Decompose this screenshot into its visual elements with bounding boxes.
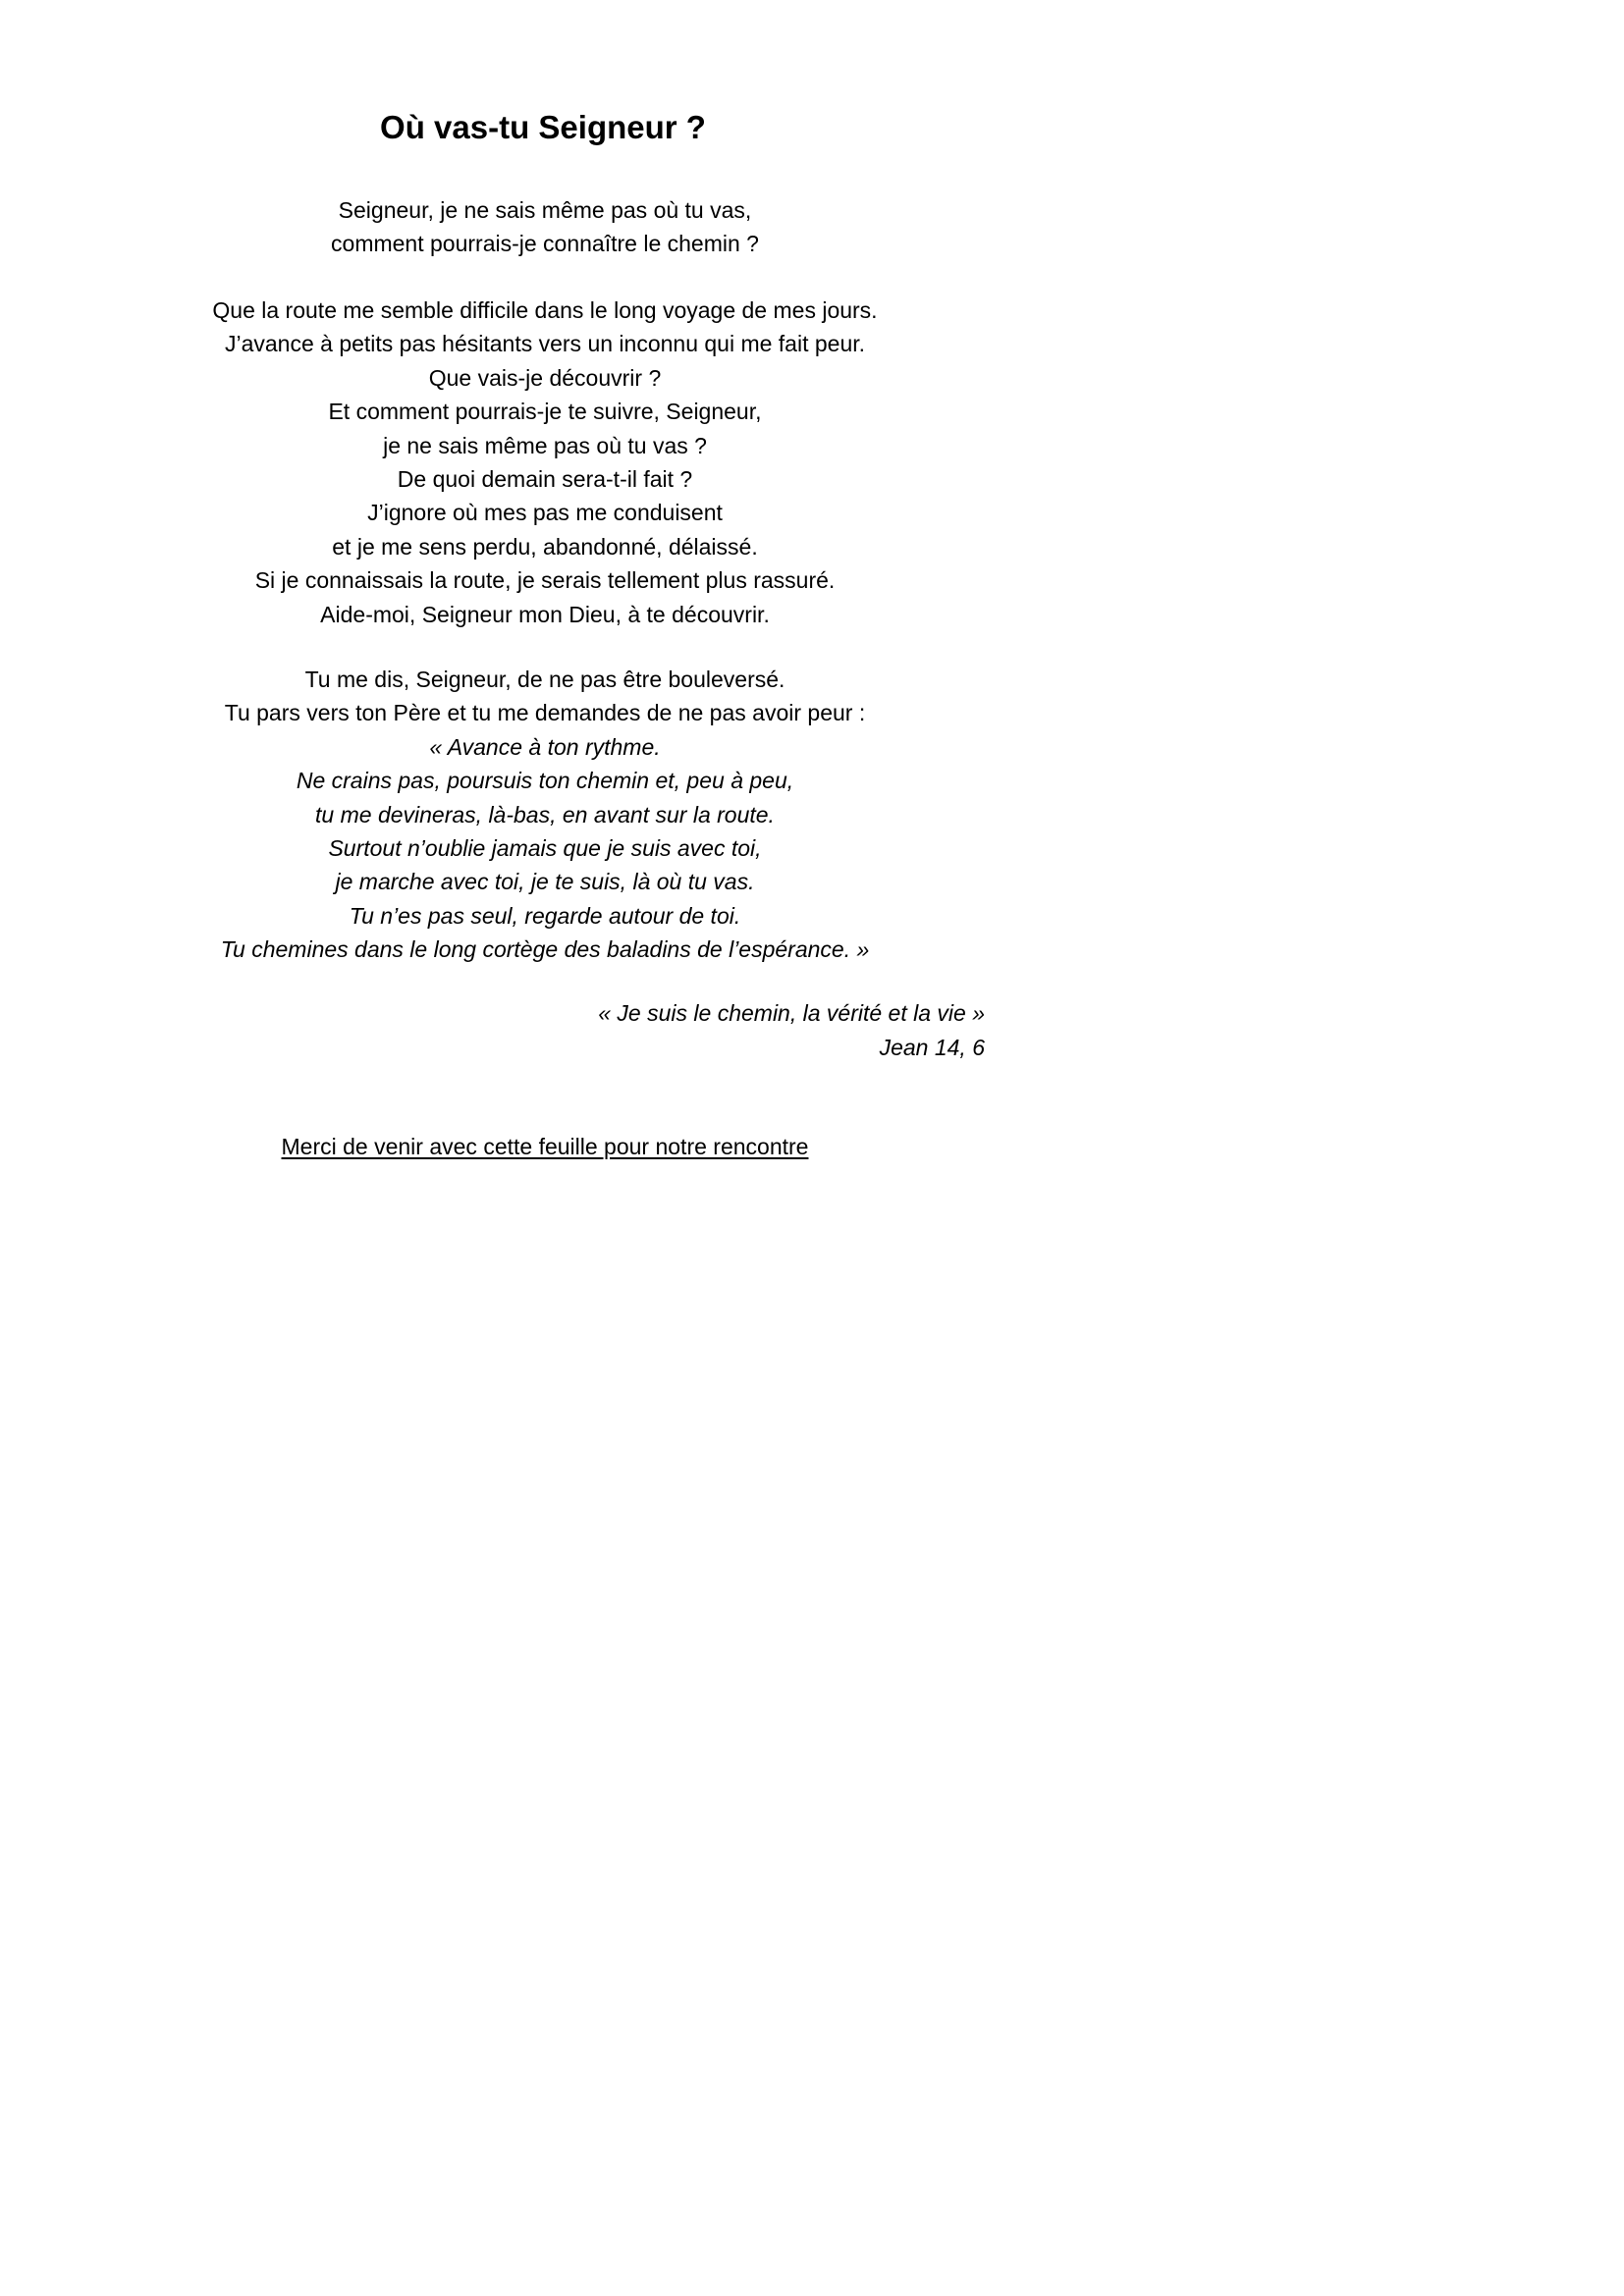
stanza-3 <box>0 663 1090 967</box>
poem-line: Et comment pourrais-je te suivre, Seigneur, <box>328 399 762 425</box>
poem-line: Aide-moi, Seigneur mon Dieu, à te découvrir. <box>320 601 770 627</box>
quoted-poem-line: Tu n’es pas seul, regarde autour de toi. <box>349 902 741 929</box>
page-title: Où vas-tu Seigneur ? <box>380 109 706 145</box>
poem-line: comment pourrais-je connaître le chemin ? <box>331 231 759 257</box>
poem-line: J’avance à petits pas hésitants vers un inconnu qui me fait peur. <box>224 331 866 357</box>
quoted-poem-line: tu me devineras, là-bas, en avant sur la route. <box>315 801 775 828</box>
poem-line: Tu pars vers ton Père et tu me demandes de ne pas avoir peur : <box>224 700 866 726</box>
poem-line: Tu me dis, Seigneur, de ne pas être bouleversé. <box>304 667 785 692</box>
poem-line: Que vais-je découvrir ? <box>428 364 662 391</box>
poem-line: Si je connaissais la route, je serais tellement plus rassuré. <box>254 567 836 594</box>
quoted-poem-line: Tu chemines dans le long cortège des baladins de l’espérance. » <box>220 936 870 963</box>
poem-line: Que la route me semble difficile dans le long voyage de mes jours. <box>212 297 878 323</box>
stanza-1 <box>0 193 1090 261</box>
quoted-poem-line: Ne crains pas, poursuis ton chemin et, peu à peu, <box>296 768 794 794</box>
footer-note <box>0 1130 1090 1163</box>
poem-line: et je me sens perdu, abandonné, délaissé. <box>332 533 758 560</box>
poem-line: je ne sais même pas où tu vas ? <box>383 432 707 458</box>
quoted-poem-line: « Avance à ton rythme. <box>429 733 661 760</box>
poem-line: J’ignore où mes pas me conduisent <box>367 500 723 526</box>
document-page <box>0 0 1086 1535</box>
footer-note-text: Merci de venir avec cette feuille pour notre rencontre <box>281 1134 809 1159</box>
quoted-poem-line: Surtout n’oublie jamais que je suis avec toi, <box>328 835 762 862</box>
poem-line: Seigneur, je ne sais même pas où tu vas, <box>338 197 752 223</box>
quoted-poem-line: je marche avec toi, je te suis, là où tu vas. <box>335 869 755 895</box>
poem-line: De quoi demain sera-t-il fait ? <box>397 466 693 493</box>
citation-reference: Jean 14, 6 <box>879 1035 985 1060</box>
citation-quote: « Je suis le chemin, la vérité et la vie » <box>598 1000 985 1026</box>
bible-citation <box>598 996 985 1065</box>
stanza-2 <box>0 294 1090 631</box>
